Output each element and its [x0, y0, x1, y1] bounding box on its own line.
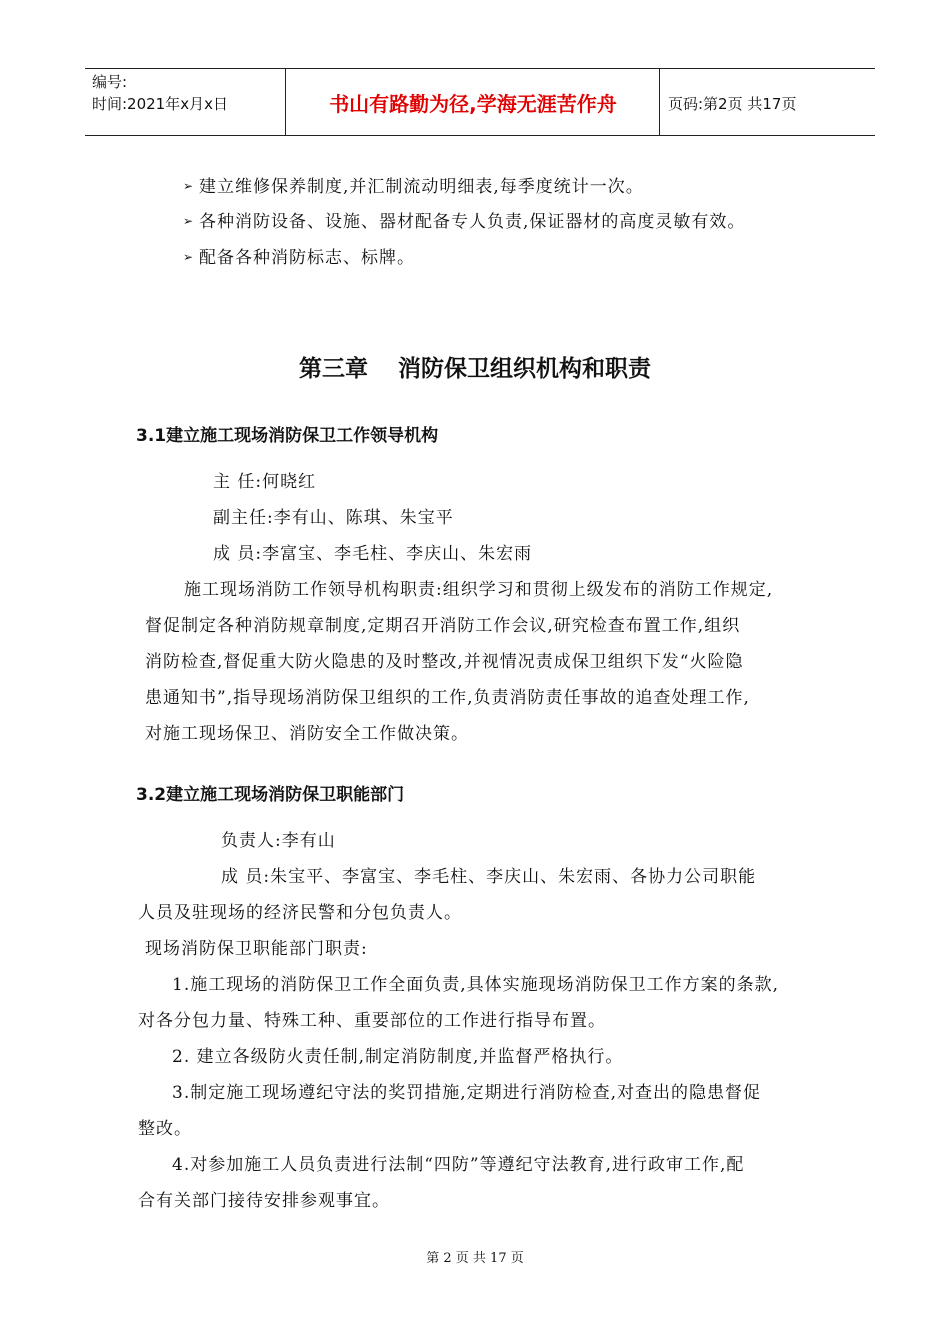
section-heading: 3.1建立施工现场消防保卫工作领导机构 [136, 426, 439, 446]
director-line: 主 任:何晓红 [213, 472, 317, 492]
duty-item-cont: 合有关部门接待安排参观事宜。 [138, 1191, 390, 1211]
chapter-number: 第三章 [299, 356, 368, 382]
time-label: 时间:2021年x月x日 [92, 95, 228, 113]
header-motto: 书山有路勤为径,学海无涯苦作舟 [329, 91, 617, 116]
duty-item-cont: 对各分包力量、特殊工种、重要部位的工作进行指导布置。 [138, 1011, 606, 1031]
leader-line: 负责人:李有山 [221, 831, 336, 851]
header-divider [659, 69, 660, 135]
duty-item: 3.制定施工现场遵纪守法的奖罚措施,定期进行消防检查,对查出的隐患督促 [172, 1083, 762, 1103]
number-label: 编号: [92, 73, 128, 91]
header-meta [92, 71, 228, 115]
arrow-bullet-icon: ➢ [183, 214, 195, 228]
page-footer: 第 2 页 共 17 页 [426, 1251, 524, 1266]
duty-item-cont: 整改。 [138, 1119, 192, 1139]
duty-item: 2. 建立各级防火责任制,制定消防制度,并监督严格执行。 [172, 1047, 624, 1067]
paragraph-line: 患通知书”,指导现场消防保卫组织的工作,负责消防责任事故的追查处理工作, [145, 688, 750, 708]
duty-item: 4.对参加施工人员负责进行法制“四防”等遵纪守法教育,进行政审工作,配 [172, 1155, 745, 1175]
bullet-item: ➢ 各种消防设备、设施、器材配备专人负责,保证器材的高度灵敏有效。 [183, 212, 746, 232]
duties-title: 现场消防保卫职能部门职责: [145, 939, 368, 959]
page-label: 页码:第2页 共17页 [668, 95, 797, 113]
members-line: 成 员:朱宝平、李富宝、李毛柱、李庆山、朱宏雨、各协力公司职能 [221, 867, 757, 887]
section-heading: 3.2建立施工现场消防保卫职能部门 [136, 785, 405, 805]
bullet-item: ➢ 建立维修保养制度,并汇制流动明细表,每季度统计一次。 [183, 177, 644, 197]
deputy-line: 副主任:李有山、陈琪、朱宝平 [213, 508, 454, 528]
members-line-cont: 人员及驻现场的经济民警和分包负责人。 [138, 903, 462, 923]
header-divider [285, 69, 286, 135]
arrow-bullet-icon: ➢ [183, 179, 195, 193]
paragraph-line: 对施工现场保卫、消防安全工作做决策。 [145, 724, 469, 744]
bullet-item: ➢ 配备各种消防标志、标牌。 [183, 248, 415, 268]
paragraph-line: 督促制定各种消防规章制度,定期召开消防工作会议,研究检查布置工作,组织 [145, 616, 741, 636]
paragraph-line: 施工现场消防工作领导机构职责:组织学习和贯彻上级发布的消防工作规定, [184, 580, 774, 600]
document-header [85, 68, 875, 136]
chapter-title [0, 350, 950, 383]
paragraph-line: 消防检查,督促重大防火隐患的及时整改,并视情况责成保卫组织下发“火险隐 [145, 652, 744, 672]
arrow-bullet-icon: ➢ [183, 250, 195, 264]
chapter-name: 消防保卫组织机构和职责 [398, 356, 651, 382]
duty-item: 1.施工现场的消防保卫工作全面负责,具体实施现场消防保卫工作方案的条款, [172, 975, 780, 995]
members-line: 成 员:李富宝、李毛柱、李庆山、朱宏雨 [213, 544, 533, 564]
